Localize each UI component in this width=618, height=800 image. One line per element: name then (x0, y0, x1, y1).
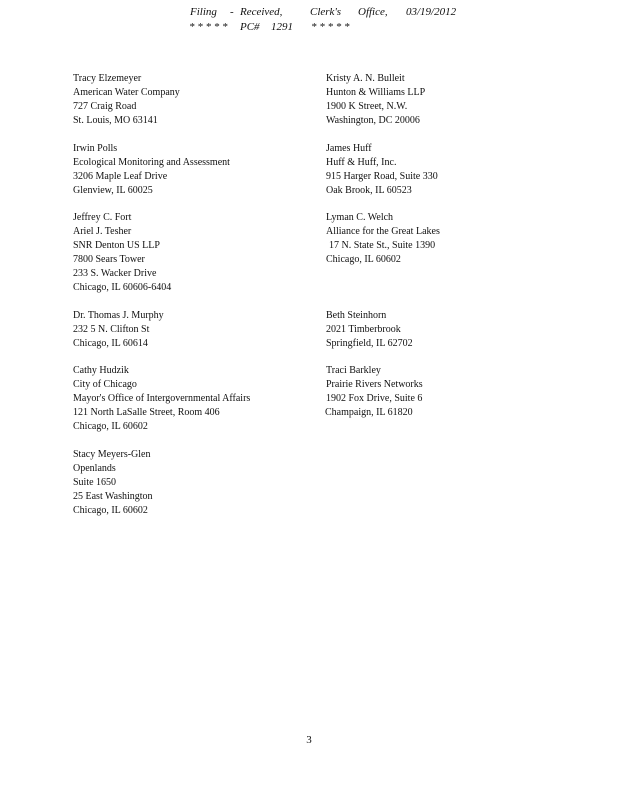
address-line: 3206 Maple Leaf Drive (73, 171, 168, 182)
stamp-filing: Filing (190, 6, 217, 18)
address-line: Chicago, IL 60602 (73, 505, 148, 516)
stamp-stars-left: * * * * * (189, 21, 228, 33)
address-line: Tracy Elzemeyer (73, 73, 142, 84)
address-line: 121 North LaSalle Street, Room 406 (73, 407, 220, 418)
address-line: Beth Steinhorn (326, 310, 387, 321)
address-line: Champaign, IL 61820 (325, 407, 413, 418)
address-block-fort-tesher (73, 211, 171, 295)
address-line: Chicago, IL 60606-6404 (73, 282, 172, 293)
stamp-clerks: Clerk's (310, 6, 342, 18)
address-line: Washington, DC 20006 (326, 115, 420, 126)
address-line: 727 Craig Road (73, 101, 137, 112)
address-line: 1900 K Street, N.W. (326, 101, 408, 112)
filing-stamp (0, 5, 618, 34)
stamp-dash: - (230, 6, 234, 18)
address-line: Ecological Monitoring and Assessment (73, 157, 230, 168)
stamp-pc-label: PC# (240, 21, 260, 33)
address-line: Openlands (73, 463, 116, 474)
stamp-stars-right: * * * * * (311, 21, 350, 33)
address-block-huff (326, 142, 438, 198)
address-block-meyers-glen (73, 448, 153, 518)
address-line: Traci Barkley (326, 365, 381, 376)
address-line: SNR Denton US LLP (73, 240, 160, 251)
address-line: Kristy A. N. Bulleit (326, 73, 405, 84)
address-line: Prairie Rivers Networks (326, 379, 423, 390)
stamp-date: 03/19/2012 (406, 6, 457, 18)
address-line: Oak Brook, IL 60523 (326, 185, 412, 196)
address-block-bulleit (326, 72, 425, 128)
address-line: Irwin Polls (73, 143, 118, 154)
address-line: City of Chicago (73, 379, 137, 390)
address-line: 17 N. State St., Suite 1390 (329, 240, 436, 251)
filing-stamp-line-2 (0, 20, 618, 34)
address-line: Chicago, IL 60602 (326, 254, 401, 265)
address-line: Chicago, IL 60614 (73, 338, 148, 349)
address-line: 232 5 N. Clifton St (73, 324, 150, 335)
address-block-hudzik (73, 364, 250, 434)
address-block-polls (73, 142, 230, 198)
address-line: 25 East Washington (73, 491, 153, 502)
address-line: Hunton & Williams LLP (326, 87, 426, 98)
address-line: St. Louis, MO 63141 (73, 115, 158, 126)
address-line: Glenview, IL 60025 (73, 185, 153, 196)
stamp-pc-number: 1291 (271, 21, 293, 33)
address-block-steinhorn (326, 309, 413, 351)
address-line: Suite 1650 (73, 477, 117, 488)
address-line: Cathy Hudzik (73, 365, 129, 376)
address-line: Jeffrey C. Fort (73, 212, 132, 223)
page-number: 3 (306, 734, 312, 746)
address-line: Stacy Meyers-Glen (73, 449, 151, 460)
address-line: 233 S. Wacker Drive (73, 268, 157, 279)
stamp-office: Office, (358, 6, 388, 18)
address-line: Springfield, IL 62702 (326, 338, 413, 349)
address-line: 7800 Sears Tower (73, 254, 145, 265)
address-line: 915 Harger Road, Suite 330 (326, 171, 438, 182)
stamp-received: Received, (240, 6, 283, 18)
address-line: 1902 Fox Drive, Suite 6 (326, 393, 423, 404)
address-line: 2021 Timberbrook (326, 324, 401, 335)
address-line: Alliance for the Great Lakes (326, 226, 440, 237)
filing-stamp-line-1 (0, 5, 618, 19)
address-block-murphy (73, 309, 164, 351)
address-line: Mayor's Office of Intergovernmental Affairs (73, 393, 251, 404)
address-line: Lyman C. Welch (326, 212, 394, 223)
address-block-elzemeyer (73, 72, 180, 128)
address-line: Ariel J. Tesher (73, 226, 132, 237)
address-line: Dr. Thomas J. Murphy (73, 310, 164, 321)
address-line: James Huff (326, 143, 372, 154)
address-line: American Water Company (73, 87, 180, 98)
address-block-barkley (326, 364, 423, 420)
address-line: Chicago, IL 60602 (73, 421, 148, 432)
address-block-welch (326, 211, 440, 267)
address-line: Huff & Huff, Inc. (326, 157, 397, 168)
